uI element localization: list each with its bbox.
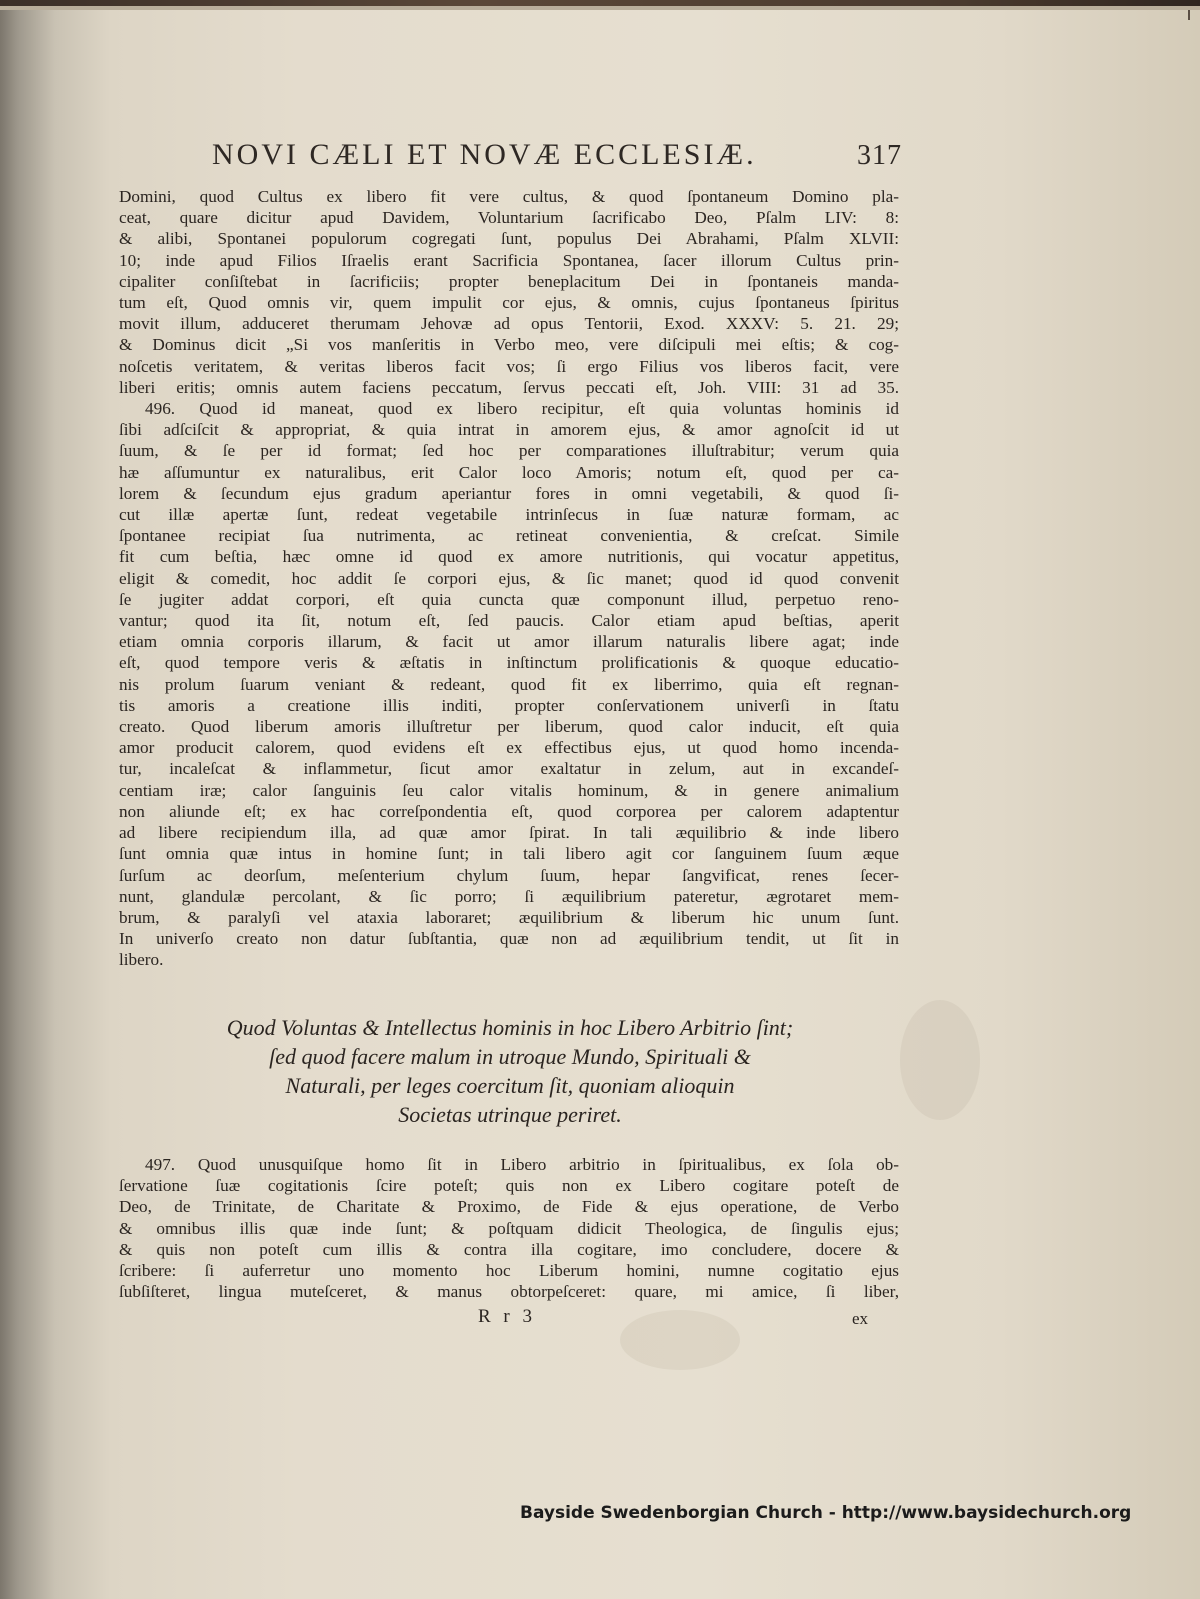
page-number: 317: [857, 140, 902, 171]
body-text-section-1: [119, 186, 899, 971]
text-line: ceat, quare dicitur apud Davidem, Voluntarium ſacrificabo Deo, Pſalm LIV: 8:: [119, 208, 899, 228]
running-title: NOVI CÆLI ET NOVÆ ECCLESIÆ.: [212, 138, 757, 171]
heading-line: Naturali, per leges coercitum ſit, quoniam alioquin: [285, 1073, 735, 1098]
text-line: brum, & paralyſi vel ataxia laboraret; æquilibrium & liberum hic unum ſunt.: [119, 907, 899, 927]
text-line: 10; inde apud Filios Iſraelis erant Sacrificia Spontanea, ſacer illorum Cultus prin-: [119, 250, 899, 270]
text-line: non aliunde eſt; ex hac correſpondentia eſt, quod corporea per calorem adaptentur: [119, 801, 899, 821]
text-line: ſuum, & ſe per id format; ſed hoc per comparationes illuſtrabitur; verum quia: [119, 441, 899, 461]
text-line: eligit & comedit, hoc addit ſe corpori ejus, & ſic manet; quod id quod convenit: [119, 568, 899, 588]
text-line: vantur; quod ita ſit, notum eſt, ſed paucis. Calor etiam apud beſtias, aperit: [119, 611, 899, 631]
text-line: ſunt omnia quæ intus in homine ſunt; in tali libero agit cor ſanguinem ſuum æque: [119, 844, 899, 864]
text-line: ſe jugiter addat corpori, eſt quia cuncta quæ componunt illud, perpetuo reno-: [119, 589, 899, 609]
text-line: cipaliter conſiſtebat in ſacrificiis; propter beneplacitum Dei in ſpontaneis manda-: [119, 271, 899, 291]
text-line: etiam omnia corporis illarum, & facit ut amor illarum naturalis libere agat; inde: [119, 632, 899, 652]
text-line: tum eſt, Quod omnis vir, quem impulit cor ejus, & omnis, cujus ſpontaneus ſpiritus: [119, 293, 899, 313]
paragraph-497-start: 497. Quod unusquiſque homo ſit in Libero arbitrio in ſpiritualibus, ex ſola ob-: [145, 1155, 899, 1174]
heading-line: Quod Voluntas & Intellectus hominis in hoc Libero Arbitrio ſint;: [226, 1015, 794, 1040]
text-line: centiam iræ; calor ſanguinis ſeu calor vitalis hominum, & in genere animalium: [119, 780, 899, 800]
section-heading: [120, 1013, 900, 1129]
text-line: ſpontanee recipiat ſua nutrimenta, ac retineat convenientia, & creſcat. Simile: [119, 526, 899, 546]
text-line: Domini, quod Cultus ex libero fit vere cultus, & quod ſpontaneum Domino pla-: [119, 187, 899, 206]
text-line: nunt, glandulæ percolant, & ſic porro; ſi æquilibrium pateretur, ægrotaret mem-: [119, 886, 899, 906]
text-line: cut illæ apertæ ſunt, redeat vegetabile intrinſecus in ſuæ naturæ formam, ac: [119, 505, 899, 525]
text-line: amor producit calorem, quod evidens eſt ex effectibus ejus, ut quod homo incenda-: [119, 738, 899, 758]
text-line: ſervatione ſuæ cogitationis ſcire poteſt; quis non ex Libero cogitare poteſt de: [119, 1176, 899, 1196]
page-top-shadow: [0, 6, 1200, 10]
edge-mark: [1188, 10, 1190, 20]
text-line: tis amoris a creatione illis inditi, propter conſervationem univerſi in ſtatu: [119, 695, 899, 715]
running-header: [212, 138, 902, 178]
text-line: nis prolum ſuarum veniant & redeant, quod fit ex liberrimo, quia eſt regnan-: [119, 674, 899, 694]
text-line: creato. Quod liberum amoris illuſtretur per liberum, quod calor inducit, eſt quia: [119, 717, 899, 737]
text-line: ſcribere: ſi auferretur uno momento hoc Liberum homini, numne cogitatio ejus: [119, 1261, 899, 1281]
heading-line: ſed quod facere malum in utroque Mundo, Spirituali &: [269, 1044, 751, 1069]
body-text-section-2: [119, 1154, 899, 1302]
text-line: & Dominus dicit „Si vos manſeritis in Verbo meo, vere diſcipuli mei eſtis; & cog-: [119, 335, 899, 355]
text-line: In univerſo creato non datur ſubſtantia, quæ non ad æquilibrium tendit, ut ſit in: [119, 929, 899, 949]
text-line: & quis non poteſt cum illis & contra illa cogitare, imo concludere, docere &: [119, 1239, 899, 1259]
text-line: lorem & ſecundum ejus gradum aperiantur fores in omni vegetabili, & quod ſi-: [119, 483, 899, 503]
text-line: ad libere recipiendum illa, ad quæ amor ſpirat. In tali æquilibrio & inde libero: [119, 823, 899, 843]
text-line: ſurſum ac deorſum, meſenterium chylum ſuum, hepar ſangvificat, renes ſecer-: [119, 865, 899, 885]
text-line: & omnibus illis quæ inde ſunt; & poſtquam didicit Theologica, de ſingulis ejus;: [119, 1218, 899, 1238]
paper-stain: [620, 1310, 740, 1370]
signature-mark: R r 3: [478, 1306, 536, 1327]
paper-stain: [900, 1000, 980, 1120]
text-line: noſcetis veritatem, & veritas liberos facit vos; ſi ergo Filius vos liberos facit, vere: [119, 356, 899, 376]
text-line: libero.: [119, 950, 164, 970]
text-line: liberi eritis; omnis autem faciens peccatum, ſervus peccati eſt, Joh. VIII: 31 ad 35.: [119, 377, 899, 397]
text-line: movit illum, adduceret therumam Jehovæ ad opus Tentorii, Exod. XXXV: 5. 21. 29;: [119, 314, 899, 334]
text-line: ſubſiſteret, lingua muteſceret, & manus obtorpeſceret: quare, mi amice, ſi liber,: [119, 1282, 899, 1302]
heading-line: Societas utrinque periret.: [398, 1102, 622, 1127]
text-line: eſt, quod tempore veris & æſtatis in inſtinctum prolificationis & quoque educatio-: [119, 653, 899, 673]
text-line: tur, incaleſcat & inflammetur, ſicut amor exaltatur in zelum, aut in excandeſ-: [119, 759, 899, 779]
catchword: ex: [852, 1309, 869, 1328]
text-line: ſibi adſciſcit & appropriat, & quia intrat in amorem ejus, & amor agnoſcit id ut: [119, 420, 899, 440]
text-line: & alibi, Spontanei populorum cogregati ſunt, populus Dei Abrahami, Pſalm XLVII:: [119, 229, 899, 249]
paragraph-496-start: 496. Quod id maneat, quod ex libero recipitur, eſt quia voluntas hominis id: [145, 399, 899, 419]
source-credit-link[interactable]: Bayside Swedenborgian Church - http://www.baysidechurch.org: [520, 1503, 1132, 1523]
text-line: hæ aſſumuntur ex naturalibus, erit Calor loco Amoris; notum eſt, quod per ca-: [119, 462, 899, 482]
text-line: Deo, de Trinitate, de Charitate & Proximo, de Fide & ejus operatione, de Verbo: [119, 1197, 899, 1217]
text-line: fit cum beſtia, hæc omne id quod ex amore nutritionis, qui vocatur appetitus,: [119, 547, 899, 567]
